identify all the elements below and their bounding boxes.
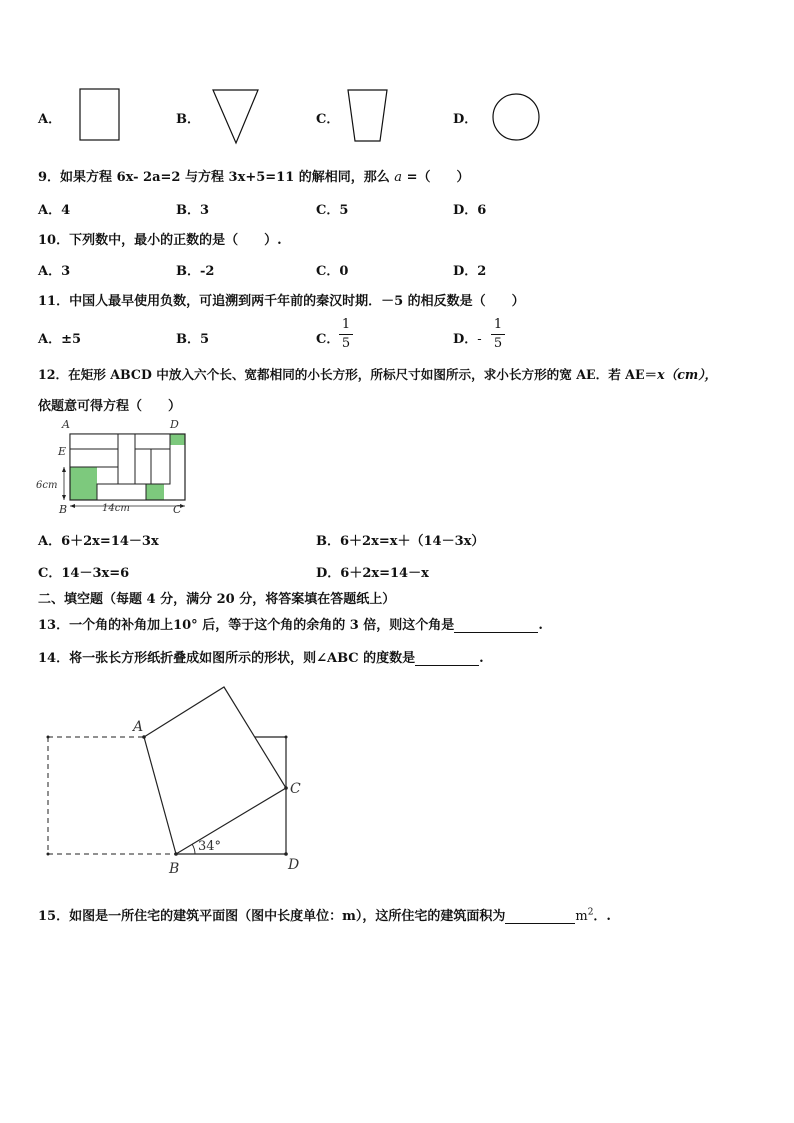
- q14-angle-arc: [192, 844, 195, 854]
- q15-stem: 15．如图是一所住宅的建筑平面图（图中长度单位：m），这所住宅的建筑面积为 $m^2$．.: [38, 907, 611, 924]
- q14-corner-point: [47, 853, 50, 856]
- q11-option-b: B．5: [176, 332, 210, 347]
- q14-label-a: A: [133, 719, 144, 735]
- q11-option-a: A．±5: [38, 332, 82, 347]
- q12-label-b: B: [59, 503, 68, 516]
- q12-small-rect: [70, 449, 118, 467]
- q12-option-b: B．6＋2x=x＋（14－3x）: [316, 534, 485, 549]
- q10-option-d: D．2: [453, 264, 487, 279]
- q14-figure: [40, 680, 320, 880]
- q12-option-d: D．6＋2x=14－x: [316, 566, 429, 581]
- q12-stem-line1: 12．在矩形 ABCD 中放入六个长、宽都相同的小长方形，所标尺寸如图所示，求小长方形的宽 AE．若 AE＝x（cm），: [38, 367, 718, 382]
- q14-stem: 14．将一张长方形纸折叠成如图所示的形状，则∠ABC 的度数是 .: [38, 651, 484, 666]
- q14-label-d: D: [288, 857, 300, 873]
- q8-option-a-rectangle: [79, 88, 121, 142]
- q12-arrow-icon: [62, 467, 66, 472]
- q14-point-d: [284, 852, 288, 856]
- q14-folded-flap: [144, 687, 286, 854]
- q14-label-b: B: [169, 861, 180, 877]
- q12-dim-height-label: 6cm: [36, 480, 58, 491]
- q8-option-a-label: A．: [38, 112, 62, 127]
- q13-answer-blank[interactable]: [454, 617, 538, 633]
- q14-answer-blank[interactable]: [415, 650, 479, 666]
- q15-answer-blank[interactable]: [505, 908, 575, 924]
- q10-option-c: C．0: [316, 264, 349, 279]
- q10-option-a: A．3: [38, 264, 71, 279]
- q12-small-rect: [70, 434, 118, 449]
- q8-option-c-label: C．: [316, 112, 340, 127]
- q10-stem: 10．下列数中，最小的正数的是（ ）.: [38, 233, 282, 248]
- q8-option-d-circle: [491, 92, 541, 142]
- q13-stem: 13．一个角的补角加上10° 后，等于这个角的余角的 3 倍，则这个角是 .: [38, 618, 543, 633]
- q12-green-fill: [170, 434, 185, 445]
- q11-option-c-letter: C．: [316, 332, 340, 347]
- q12-option-a: A．6＋2x=14－3x: [38, 534, 159, 549]
- q8-option-b-label: B．: [176, 112, 200, 127]
- q12-small-rect: [151, 449, 170, 484]
- q11-option-c-fraction: 1 5: [339, 317, 353, 352]
- q12-figure: [34, 416, 194, 518]
- q9-stem: 9．如果方程 6x- 2a=2 与方程 3x+5=11 的解相同，那么 a =（ ）: [38, 170, 470, 185]
- q14-point-c: [284, 786, 288, 790]
- q8-option-c-trapezoid: [346, 88, 390, 144]
- q14-point-a: [142, 735, 146, 739]
- q12-green-fill: [70, 467, 97, 500]
- q11-option-d-fraction: 1 5: [491, 317, 505, 352]
- q11-stem: 11．中国人最早使用负数，可追溯到两千年前的秦汉时期．－5 的相反数是（ ）: [38, 294, 525, 309]
- q14-label-c: C: [290, 781, 301, 797]
- q12-small-rect: [135, 434, 170, 449]
- q12-arrow-icon: [62, 495, 66, 500]
- q12-small-rect: [118, 434, 135, 484]
- q9-option-c: C．5: [316, 203, 349, 218]
- q14-corner-point: [285, 736, 288, 739]
- q14-corner-point: [47, 736, 50, 739]
- q9-option-b: B．3: [176, 203, 210, 218]
- q12-stem-line2: 依题意可得方程（ ）: [38, 399, 182, 414]
- q12-small-rect: [97, 484, 146, 500]
- q12-arrow-icon: [70, 504, 75, 508]
- q14-point-b: [174, 852, 178, 856]
- q9-option-a: A．4: [38, 203, 71, 218]
- q12-small-rect: [135, 449, 151, 484]
- q11-option-d-letter: D．-: [453, 332, 482, 347]
- q12-label-c: C: [173, 503, 182, 516]
- section-heading: 二、填空题（每题 4 分，满分 20 分，将答案填在答题纸上）: [38, 592, 396, 607]
- q12-option-c: C．14－3x=6: [38, 566, 130, 581]
- q12-label-e: E: [58, 445, 67, 458]
- q12-label-d: D: [170, 418, 179, 431]
- q14-angle-label: 34°: [198, 839, 222, 854]
- q8-option-b-inverted-triangle: [211, 88, 261, 146]
- q10-option-b: B．-2: [176, 264, 215, 279]
- q12-dim-width-label: 14cm: [102, 503, 130, 514]
- q8-option-d-label: D．: [453, 112, 478, 127]
- q12-label-a: A: [62, 418, 70, 431]
- q9-option-d: D．6: [453, 203, 487, 218]
